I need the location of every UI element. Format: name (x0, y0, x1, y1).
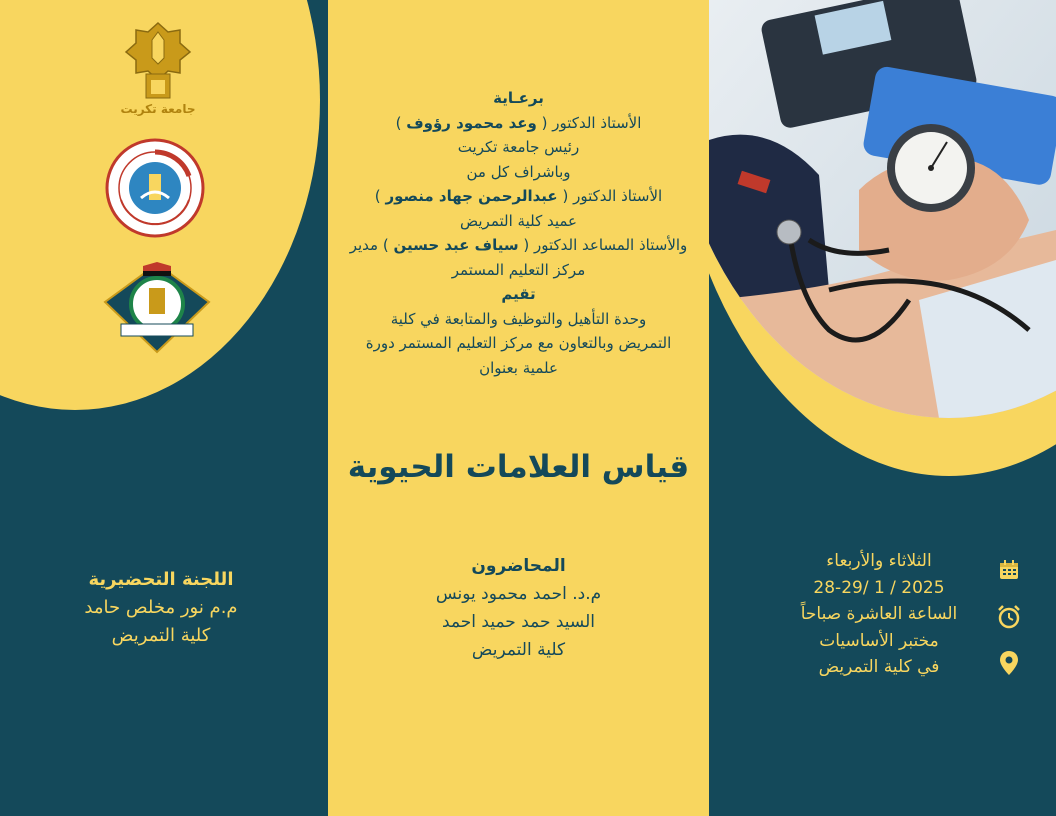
middle-panel (328, 0, 709, 816)
committee-block (0, 566, 322, 650)
event-place-1: مختبر الأساسيات (819, 630, 939, 651)
dean-title: عميد كلية التمريض (460, 211, 577, 230)
continuing-education-badge (103, 262, 211, 354)
event-days: الثلاثاء والأربعاء (826, 551, 932, 571)
sponsor-prefix: الأستاذ الدكتور ( (541, 113, 642, 132)
supervision-line: وباشراف كل من (466, 162, 571, 181)
event-time: الساعة العاشرة صباحاً (800, 604, 958, 624)
sponsor-president-line (328, 111, 709, 136)
sponsorship-block (328, 86, 709, 380)
event-place-2: في كلية التمريض (818, 657, 940, 677)
college-seal-logo (105, 138, 205, 238)
left-panel (0, 0, 328, 816)
svg-text:جامعة تكريت: جامعة تكريت (120, 102, 196, 116)
organizer-title: تقيم (501, 285, 536, 303)
location-pin-icon (999, 650, 1019, 680)
blood-pressure-photo (709, 0, 1056, 418)
right-panel (709, 0, 1056, 816)
dean-name: عبدالرحمن جهاد منصور (385, 187, 558, 205)
lecturers-college: كلية التمريض (471, 640, 566, 660)
alarm-clock-icon (996, 604, 1022, 634)
lecturers-title: المحاضرون (471, 556, 566, 576)
director-prefix: والأستاذ المساعد الدكتور ( (523, 236, 688, 254)
sponsor-president-name: وعد محمود رؤوف (406, 113, 537, 132)
organizer-line-3: علمية بعنوان (479, 358, 558, 377)
dean-suffix: ) (374, 187, 381, 205)
committee-title: اللجنة التحضيرية (88, 569, 234, 590)
supervisor-director-line (328, 233, 709, 258)
lecturer-2: السيد حمد حميد احمد (442, 612, 595, 632)
committee-college: كلية التمريض (111, 625, 211, 646)
committee-member: م.م نور مخلص حامد (84, 597, 238, 618)
director-suffix: ) مدير (349, 236, 389, 254)
organizer-line-1: وحدة التأهيل والتوظيف والمتابعة في كلية (390, 309, 647, 328)
lecturers-block (328, 552, 709, 664)
sponsor-president-title: رئيس جامعة تكريت (457, 138, 580, 156)
director-name: سياف عبد حسين (393, 236, 519, 254)
supervisor-dean-line (328, 184, 709, 209)
lecturer-1: م.د. احمد محمود يونس (435, 584, 602, 604)
course-title: قياس العلامات الحيوية (347, 449, 690, 485)
director-title: مركز التعليم المستمر (451, 260, 586, 279)
event-info-block (769, 548, 989, 681)
dean-prefix: الأستاذ الدكتور ( (562, 187, 663, 205)
sponsor-suffix: ) (395, 113, 402, 132)
sponsorship-title: برعـاية (493, 89, 544, 107)
event-date: 28-29/ 1 / 2025 (813, 577, 945, 598)
university-logo (108, 18, 208, 118)
organizer-line-2: التمريض وبالتعاون مع مركز التعليم المستمر دورة (365, 334, 672, 352)
calendar-icon (998, 559, 1020, 585)
